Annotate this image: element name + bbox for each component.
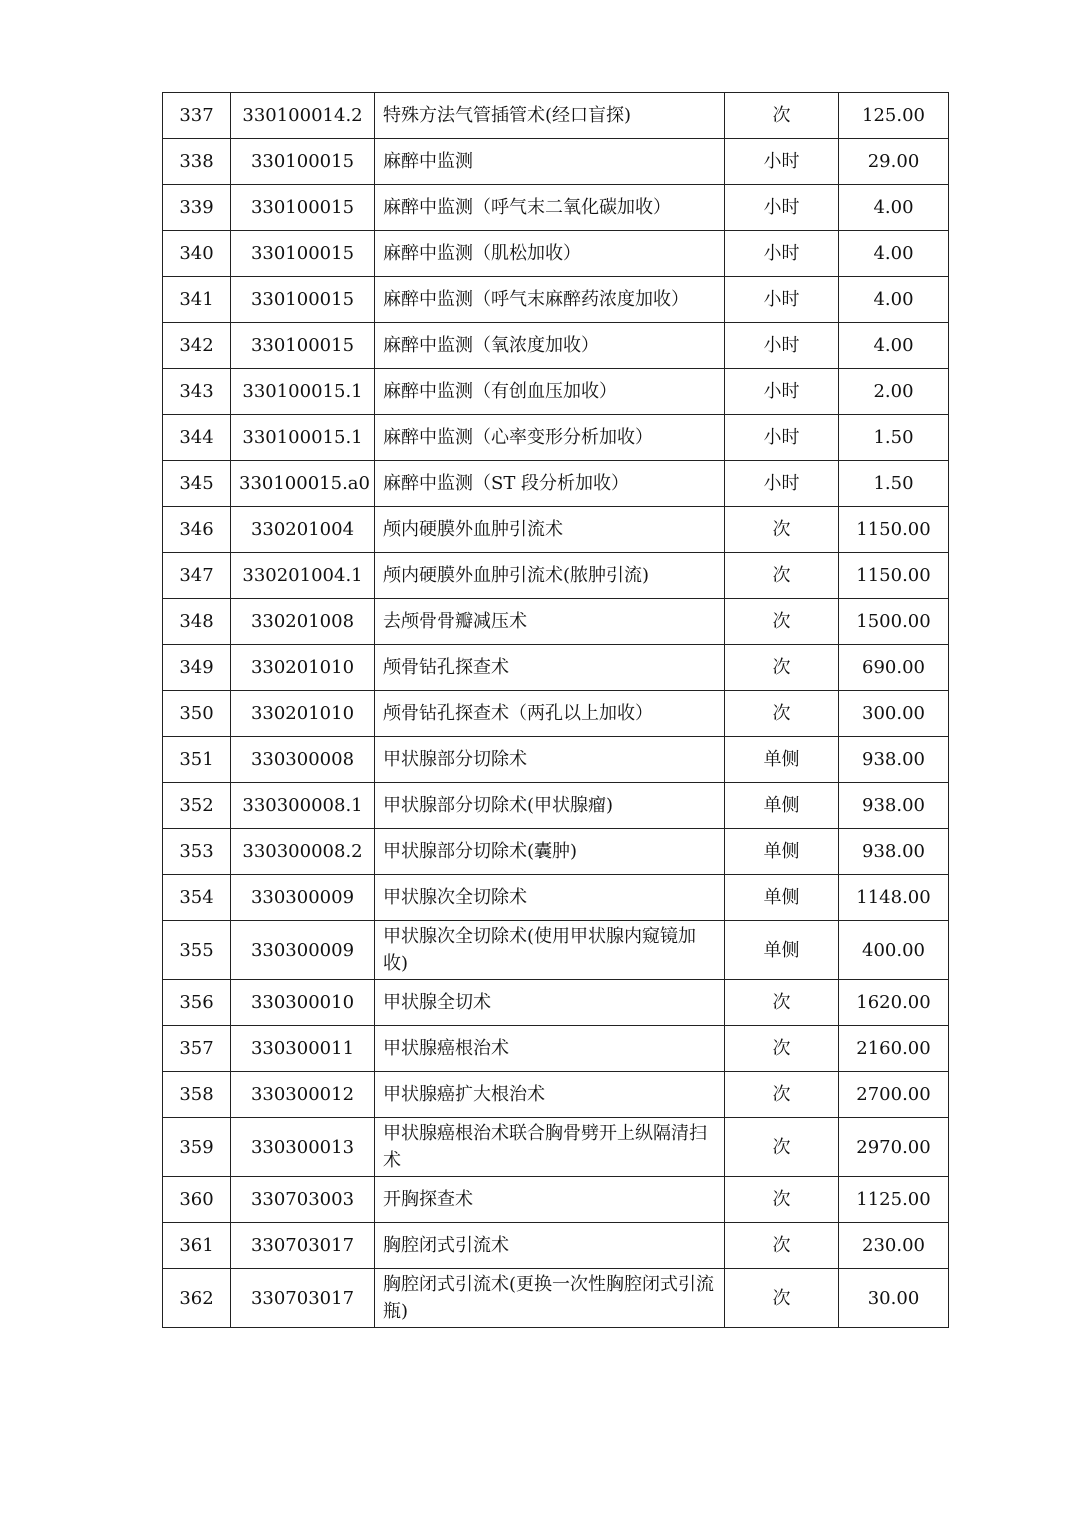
item-price: 4.00 bbox=[839, 277, 949, 323]
item-code: 330100015 bbox=[231, 231, 375, 277]
item-name: 甲状腺癌根治术 bbox=[375, 1026, 725, 1072]
item-unit: 单侧 bbox=[725, 783, 839, 829]
item-code: 330201010 bbox=[231, 691, 375, 737]
item-unit: 次 bbox=[725, 1118, 839, 1177]
fee-table-body bbox=[163, 93, 949, 1328]
item-unit: 次 bbox=[725, 980, 839, 1026]
row-number: 342 bbox=[163, 323, 231, 369]
item-price: 1150.00 bbox=[839, 507, 949, 553]
item-unit: 小时 bbox=[725, 139, 839, 185]
item-price: 2160.00 bbox=[839, 1026, 949, 1072]
row-number: 344 bbox=[163, 415, 231, 461]
fee-table bbox=[162, 92, 949, 1328]
row-number: 340 bbox=[163, 231, 231, 277]
item-code: 330201004.1 bbox=[231, 553, 375, 599]
item-unit: 次 bbox=[725, 553, 839, 599]
item-code: 330300008.2 bbox=[231, 829, 375, 875]
item-unit: 次 bbox=[725, 645, 839, 691]
item-price: 2700.00 bbox=[839, 1072, 949, 1118]
row-number: 352 bbox=[163, 783, 231, 829]
table-row bbox=[163, 1072, 949, 1118]
table-row bbox=[163, 1118, 949, 1177]
item-name: 颅骨钻孔探查术（两孔以上加收） bbox=[375, 691, 725, 737]
row-number: 338 bbox=[163, 139, 231, 185]
item-price: 1148.00 bbox=[839, 875, 949, 921]
item-code: 330300010 bbox=[231, 980, 375, 1026]
row-number: 354 bbox=[163, 875, 231, 921]
item-price: 30.00 bbox=[839, 1269, 949, 1328]
table-row bbox=[163, 415, 949, 461]
row-number: 357 bbox=[163, 1026, 231, 1072]
table-row bbox=[163, 323, 949, 369]
item-name: 颅骨钻孔探查术 bbox=[375, 645, 725, 691]
item-unit: 次 bbox=[725, 93, 839, 139]
row-number: 349 bbox=[163, 645, 231, 691]
row-number: 355 bbox=[163, 921, 231, 980]
row-number: 356 bbox=[163, 980, 231, 1026]
item-name: 甲状腺全切术 bbox=[375, 980, 725, 1026]
item-name: 麻醉中监测（呼气末二氧化碳加收） bbox=[375, 185, 725, 231]
row-number: 350 bbox=[163, 691, 231, 737]
item-unit: 小时 bbox=[725, 185, 839, 231]
item-unit: 次 bbox=[725, 1177, 839, 1223]
item-code: 330100015 bbox=[231, 185, 375, 231]
table-row bbox=[163, 231, 949, 277]
row-number: 361 bbox=[163, 1223, 231, 1269]
table-row bbox=[163, 553, 949, 599]
item-unit: 次 bbox=[725, 1223, 839, 1269]
item-code: 330100015.1 bbox=[231, 369, 375, 415]
item-price: 400.00 bbox=[839, 921, 949, 980]
item-price: 938.00 bbox=[839, 829, 949, 875]
item-price: 2970.00 bbox=[839, 1118, 949, 1177]
row-number: 337 bbox=[163, 93, 231, 139]
item-price: 29.00 bbox=[839, 139, 949, 185]
row-number: 346 bbox=[163, 507, 231, 553]
item-code: 330201010 bbox=[231, 645, 375, 691]
item-name: 甲状腺部分切除术 bbox=[375, 737, 725, 783]
item-code: 330703003 bbox=[231, 1177, 375, 1223]
row-number: 358 bbox=[163, 1072, 231, 1118]
table-row bbox=[163, 1177, 949, 1223]
item-unit: 小时 bbox=[725, 323, 839, 369]
item-price: 4.00 bbox=[839, 231, 949, 277]
row-number: 351 bbox=[163, 737, 231, 783]
item-price: 1.50 bbox=[839, 415, 949, 461]
item-name: 甲状腺癌扩大根治术 bbox=[375, 1072, 725, 1118]
item-code: 330300008.1 bbox=[231, 783, 375, 829]
table-row bbox=[163, 783, 949, 829]
item-code: 330703017 bbox=[231, 1269, 375, 1328]
item-name: 开胸探查术 bbox=[375, 1177, 725, 1223]
item-unit: 次 bbox=[725, 599, 839, 645]
item-code: 330100015.1 bbox=[231, 415, 375, 461]
table-row bbox=[163, 461, 949, 507]
table-row bbox=[163, 369, 949, 415]
row-number: 339 bbox=[163, 185, 231, 231]
item-code: 330300011 bbox=[231, 1026, 375, 1072]
item-name: 麻醉中监测 bbox=[375, 139, 725, 185]
item-name: 甲状腺次全切除术(使用甲状腺内窥镜加收) bbox=[375, 921, 725, 980]
item-name: 麻醉中监测（心率变形分析加收） bbox=[375, 415, 725, 461]
item-name: 甲状腺部分切除术(囊肿) bbox=[375, 829, 725, 875]
item-name: 颅内硬膜外血肿引流术(脓肿引流) bbox=[375, 553, 725, 599]
item-name: 甲状腺部分切除术(甲状腺瘤) bbox=[375, 783, 725, 829]
item-price: 125.00 bbox=[839, 93, 949, 139]
item-name: 甲状腺癌根治术联合胸骨劈开上纵隔清扫术 bbox=[375, 1118, 725, 1177]
item-unit: 小时 bbox=[725, 415, 839, 461]
item-unit: 小时 bbox=[725, 369, 839, 415]
item-name: 麻醉中监测（肌松加收） bbox=[375, 231, 725, 277]
item-price: 1150.00 bbox=[839, 553, 949, 599]
item-price: 2.00 bbox=[839, 369, 949, 415]
item-name: 麻醉中监测（氧浓度加收） bbox=[375, 323, 725, 369]
item-name: 麻醉中监测（有创血压加收） bbox=[375, 369, 725, 415]
item-price: 938.00 bbox=[839, 783, 949, 829]
item-unit: 次 bbox=[725, 691, 839, 737]
table-row bbox=[163, 980, 949, 1026]
item-unit: 单侧 bbox=[725, 921, 839, 980]
item-unit: 次 bbox=[725, 1269, 839, 1328]
item-code: 330300008 bbox=[231, 737, 375, 783]
item-price: 938.00 bbox=[839, 737, 949, 783]
item-price: 1500.00 bbox=[839, 599, 949, 645]
item-unit: 次 bbox=[725, 507, 839, 553]
item-unit: 次 bbox=[725, 1026, 839, 1072]
table-row bbox=[163, 599, 949, 645]
item-code: 330100015 bbox=[231, 277, 375, 323]
item-unit: 单侧 bbox=[725, 737, 839, 783]
table-row bbox=[163, 507, 949, 553]
table-row bbox=[163, 1026, 949, 1072]
item-name: 特殊方法气管插管术(经口盲探) bbox=[375, 93, 725, 139]
table-row bbox=[163, 139, 949, 185]
item-code: 330100014.2 bbox=[231, 93, 375, 139]
item-name: 颅内硬膜外血肿引流术 bbox=[375, 507, 725, 553]
item-code: 330300012 bbox=[231, 1072, 375, 1118]
item-name: 胸腔闭式引流术 bbox=[375, 1223, 725, 1269]
row-number: 359 bbox=[163, 1118, 231, 1177]
item-code: 330100015.a0 bbox=[231, 461, 375, 507]
row-number: 345 bbox=[163, 461, 231, 507]
row-number: 343 bbox=[163, 369, 231, 415]
table-row bbox=[163, 185, 949, 231]
item-name: 麻醉中监测（呼气末麻醉药浓度加收） bbox=[375, 277, 725, 323]
table-row bbox=[163, 1269, 949, 1328]
item-price: 1125.00 bbox=[839, 1177, 949, 1223]
item-price: 4.00 bbox=[839, 185, 949, 231]
item-unit: 次 bbox=[725, 1072, 839, 1118]
table-row bbox=[163, 93, 949, 139]
item-name: 胸腔闭式引流术(更换一次性胸腔闭式引流瓶) bbox=[375, 1269, 725, 1328]
item-code: 330100015 bbox=[231, 139, 375, 185]
item-code: 330300013 bbox=[231, 1118, 375, 1177]
item-name: 麻醉中监测（ST 段分析加收） bbox=[375, 461, 725, 507]
row-number: 362 bbox=[163, 1269, 231, 1328]
item-price: 4.00 bbox=[839, 323, 949, 369]
item-unit: 单侧 bbox=[725, 829, 839, 875]
item-unit: 单侧 bbox=[725, 875, 839, 921]
table-row bbox=[163, 737, 949, 783]
item-unit: 小时 bbox=[725, 277, 839, 323]
table-row bbox=[163, 1223, 949, 1269]
item-code: 330703017 bbox=[231, 1223, 375, 1269]
item-unit: 小时 bbox=[725, 461, 839, 507]
item-name: 去颅骨骨瓣减压术 bbox=[375, 599, 725, 645]
table-row bbox=[163, 691, 949, 737]
table-row bbox=[163, 829, 949, 875]
item-code: 330100015 bbox=[231, 323, 375, 369]
item-price: 1620.00 bbox=[839, 980, 949, 1026]
table-row bbox=[163, 921, 949, 980]
item-unit: 小时 bbox=[725, 231, 839, 277]
row-number: 341 bbox=[163, 277, 231, 323]
item-code: 330300009 bbox=[231, 875, 375, 921]
table-row bbox=[163, 277, 949, 323]
item-price: 690.00 bbox=[839, 645, 949, 691]
table-row bbox=[163, 645, 949, 691]
item-price: 1.50 bbox=[839, 461, 949, 507]
row-number: 347 bbox=[163, 553, 231, 599]
item-code: 330300009 bbox=[231, 921, 375, 980]
item-code: 330201004 bbox=[231, 507, 375, 553]
item-name: 甲状腺次全切除术 bbox=[375, 875, 725, 921]
item-price: 230.00 bbox=[839, 1223, 949, 1269]
item-code: 330201008 bbox=[231, 599, 375, 645]
row-number: 360 bbox=[163, 1177, 231, 1223]
row-number: 348 bbox=[163, 599, 231, 645]
item-price: 300.00 bbox=[839, 691, 949, 737]
table-row bbox=[163, 875, 949, 921]
row-number: 353 bbox=[163, 829, 231, 875]
